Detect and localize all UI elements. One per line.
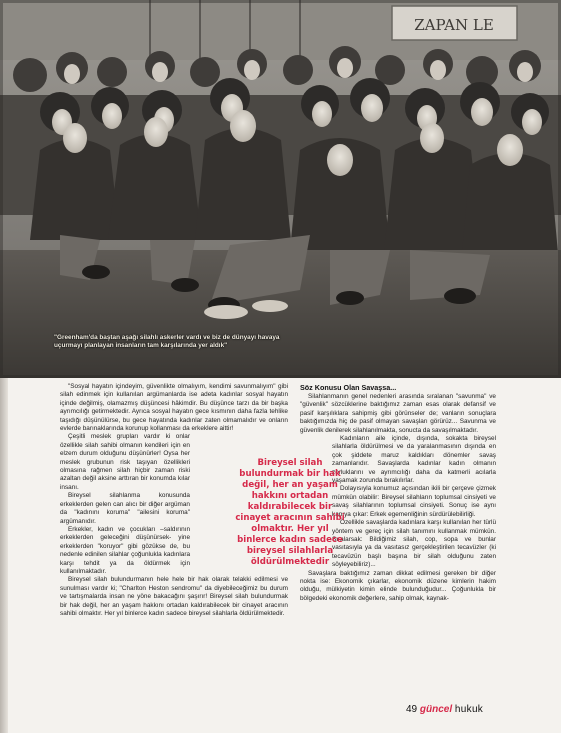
left-paragraph-2: Çeşitli meslek grupları vardır ki onlar özellikle silah sahibi olmanın kendileri için en elzem durum olduğunu düşünürler! Oysa her meslek grubunun risk taşıyan özellikleri olmasına rağmen silah hiçbir zaman riski azaltan değil aksine arttıran bir konumda kılar insanı. [60, 433, 190, 491]
pullquote-line: olmaktır. Her yıl [251, 524, 329, 534]
left-paragraph-3: Bireysel silahlanma konusunda erkeklerden gelen can alıcı bir diğer argüman da "kadınını koruma" "ailesini koruma" argümanıdır. [60, 492, 190, 525]
pullquote-line: bulundurmak bir hak [239, 469, 341, 479]
pullquote-line: öldürülmektedir [250, 557, 330, 567]
magazine-brand: güncel [419, 704, 453, 715]
left-paragraph-5: Bireysel silah bulundurmanın hele hele bir hak olarak telakki edilmesi ve sunulması vardır ki; "Charlton Heston sendromu" da diyebileceğimiz bu durum ve tartışmalarda insan ne yöne bakacağını şaşırır! Bireysel silah bulundurmak bir hak değil, her an yaşam hakkını ortadan kaldırabilecek bir cinayet aracının sahibi olmaktır. Her yıl binlerce kadın sadece bireysel silahlarla öldürülmektedir. [60, 576, 288, 617]
pullquote-line: binlerce kadın sadece [237, 535, 343, 545]
left-paragraph-4: Erkekler, kadın ve çocukları –saldırının erkeklerden geleceğini düşünürsek- yine erkeklerden "koruyor" gibi gözükse de, bu nedenle edinilen silahlar çoğunlukla kadınlara karşı tehdit ya da öldürmek için kullanılmaktadır. [60, 525, 190, 575]
page-number: 49 [406, 704, 418, 715]
pullquote-line: Bireysel silah [257, 458, 323, 468]
pullquote [232, 458, 348, 568]
section-title: Söz Konusu Olan Savaşsa... [300, 383, 397, 392]
right-paragraph-3: Dolayısıyla konumuz açısından ikili bir çerçeve çizmek mümkün olabilir: Bireysel silahların toplumsal cinsiyeti ve savaş silahlarının toplumsal cinsiyeti. Sonuç ise aynı kapıya çıkar: Erkek egemenliğinin sürdürülebilirliği. [332, 485, 496, 518]
pullquote-line: kaldırabilecek bir [247, 502, 333, 512]
pullquote-line: cinayet aracının sahibi [235, 513, 345, 523]
pullquote-line: değil, her an yaşam [242, 480, 338, 490]
pullquote-line: hakkını ortadan [251, 491, 329, 501]
magazine-section: hukuk [454, 704, 484, 715]
right-paragraph-5: Savaşlara baktığımız zaman dikkat edilmesi gereken bir diğer nokta ise: Ekonomik çıkarlar, ekonomik düzene kimlerin hakim olduğu, mülkiyetin kimin elinde bulunduğudur... Çoğunlukla bir bölgedeki ekonomik değerlere, sahip olmak, kaynak- [300, 569, 496, 602]
right-paragraph-2: Kadınların aile içinde, dışında, sokakta bireysel silahlarla öldürülmesi ve da yaralanmasının dışında en çok şiddete maruz kaldıkları dönemler savaş zamanlarıdır. Savaşlarda kadınlar kadın olmanın zorluklarını ve ayrımcılığı daha da katmerli acılarla yaşamak zorunda bırakılırlar. [332, 435, 496, 485]
banner-text: ZAPAN LE [414, 16, 494, 34]
pullquote-line: bireysel silahlarla [246, 546, 334, 556]
photo-caption: "Greenham'da baştan aşağı silahlı askerler vardı ve biz de dünyayı havaya uçurmayı planlayan insanların tam karşılarında yer aldık" [54, 334, 280, 349]
right-paragraph-4: Özellikle savaşlarda kadınlara karşı kullanılan her türlü yöntem ve gereç için silah tanımını kullanmak mümkün. Sıralarsak: Bildiğimiz silah, cop, sopa ve bunlar vasıtasıyla ya da vasıtasız gerçekleştirilen tecavüzler (ki tecavüzün başlı başına bir silah olduğunu zaten söyleyebiliriz)... [332, 519, 496, 569]
left-paragraph-1: "Sosyal hayatın içindeyim, güvenlikte olmalıyım, kendimi savunmalıyım" gibi silah edinmek için kullanılan argümanlarda ise adeta kadınlar sosyal hayatın içinde değilmiş, olamazmış düşüncesi hâkimdir. Bu düşünce tarzı da bir başka ayrımcılığı getirmektedir. Ayrıca sosyal hayatın gece kısmının daha fazla tehlike taşıdığı düşünülürse, bu gece hayatında kadınlar zaten olmamalıdır ve onların evlerde barınaklarında korunup kollanması da erkeklere aittir! [60, 383, 288, 433]
page-footer [406, 704, 483, 715]
right-paragraph-1: Silahlanmanın genel nedenleri arasında sıralanan "savunma" ve "güvenlik" sözcüklerine baktığımız zaman esas olarak defansif ve pasif karşılıklara sahipmiş gibi görünseler de; vanların sonuçlara baktığımızda hiç de pasif olmayan savaşları görürüz... Savunma ve güvenlik denilerek silahlanılmakta, sonucta da savaşılmaktadır. [300, 393, 496, 434]
